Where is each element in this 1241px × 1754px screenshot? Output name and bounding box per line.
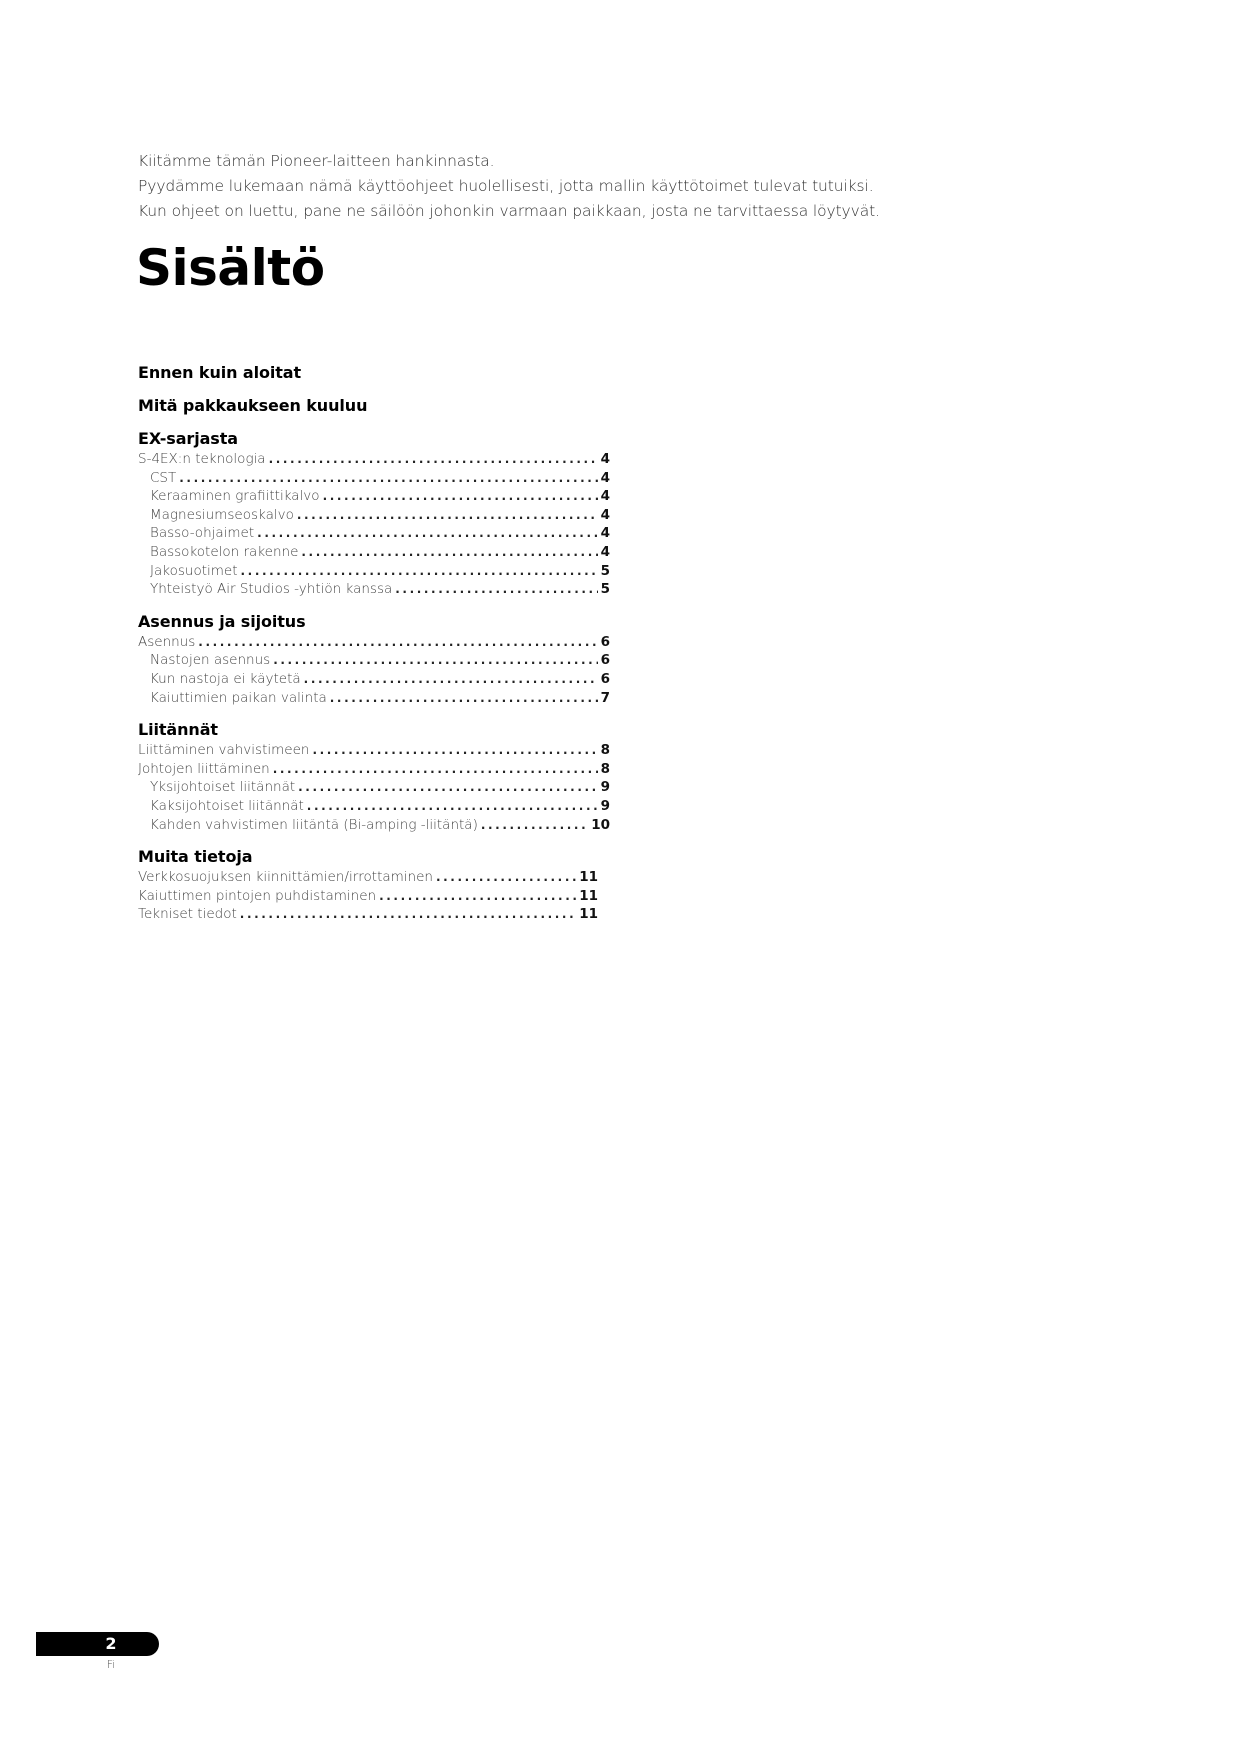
toc-entry-page: 4 [600, 525, 610, 542]
toc-entry-label: Kaiuttimien paikan valinta [150, 689, 327, 706]
table-of-contents [138, 362, 610, 924]
toc-entry-page: 6 [600, 670, 610, 687]
toc-entry[interactable] [138, 741, 610, 760]
toc-entry[interactable] [138, 580, 610, 599]
toc-entry[interactable] [138, 905, 598, 924]
toc-leader-dots [312, 741, 597, 760]
toc-leader-dots [198, 633, 597, 652]
toc-entry-list [138, 633, 610, 707]
toc-entry-page: 8 [600, 742, 610, 759]
toc-entry-page: 4 [600, 506, 610, 523]
toc-entry-label: S-4EX:n teknologia [138, 451, 266, 467]
toc-leader-dots [273, 651, 597, 670]
toc-entry[interactable] [138, 689, 610, 708]
toc-heading[interactable]: Mitä pakkaukseen kuuluu [138, 396, 368, 415]
toc-entry-label: Tekniset tiedot [138, 906, 237, 923]
toc-entry-page: 11 [579, 906, 598, 923]
toc-entry[interactable] [138, 633, 610, 652]
toc-entry[interactable] [138, 651, 610, 670]
toc-leader-dots [395, 580, 597, 599]
language-code: Fi [106, 1658, 116, 1671]
toc-section-before-start [138, 362, 610, 384]
page-title: Sisältö [136, 239, 325, 297]
toc-entry-label: Yhteistyö Air Studios -yhtiön kanssa [150, 581, 393, 598]
toc-entry[interactable] [138, 670, 610, 689]
toc-leader-dots [241, 562, 598, 581]
toc-entry-label: Magnesiumseoskalvo [150, 506, 294, 523]
toc-entry-page: 11 [579, 887, 598, 904]
toc-entry-label: Asennus [138, 633, 196, 650]
page-number: 2 [105, 1634, 117, 1653]
toc-leader-dots [269, 450, 598, 469]
toc-entry-label: Basso-ohjaimet [150, 525, 255, 542]
toc-leader-dots [298, 778, 597, 797]
toc-entry-label: Verkkosuojuksen kiinnittämien/irrottaminen [138, 869, 433, 886]
toc-entry-label: Kun nastoja ei käytetä [150, 670, 301, 687]
toc-entry[interactable] [138, 469, 610, 488]
toc-entry-label: Kahden vahvistimen liitäntä (Bi-amping -liitäntä) [150, 816, 478, 833]
toc-leader-dots [179, 469, 597, 488]
toc-entry[interactable] [138, 816, 610, 835]
toc-section-installation [138, 611, 610, 707]
toc-entry[interactable] [138, 778, 610, 797]
toc-entry-list [138, 868, 598, 924]
toc-entry[interactable] [138, 543, 610, 562]
toc-entry-page: 5 [600, 581, 610, 598]
toc-leader-dots [297, 506, 598, 525]
toc-entry-label: Kaiuttimen pintojen puhdistaminen [138, 887, 377, 904]
toc-entry-label: Johtojen liittäminen [138, 760, 270, 777]
toc-entry[interactable] [138, 524, 610, 543]
toc-leader-dots [301, 543, 597, 562]
toc-entry-page: 4 [600, 488, 610, 505]
toc-entry-page: 9 [600, 779, 610, 796]
toc-entry[interactable] [138, 868, 598, 887]
toc-entry-page: 8 [600, 760, 610, 777]
toc-entry-page: 4 [600, 543, 610, 560]
toc-section-connections [138, 719, 610, 834]
toc-entry-label: Liittäminen vahvistimeen [138, 742, 310, 759]
toc-entry-label: Bassokotelon rakenne [150, 543, 299, 560]
toc-entry[interactable] [138, 487, 610, 506]
toc-entry[interactable] [138, 562, 610, 581]
toc-heading[interactable]: Muita tietoja [138, 847, 253, 867]
toc-entry-page: 4 [600, 469, 610, 486]
toc-entry-page: 6 [600, 633, 610, 650]
toc-entry-list [138, 741, 610, 834]
toc-entry-label: Keraaminen grafiittikalvo [150, 488, 320, 505]
toc-leader-dots [379, 887, 576, 906]
toc-entry[interactable] [138, 887, 598, 906]
toc-section-package-contents [138, 395, 610, 417]
intro-line: Pyydämme lukemaan nämä käyttöohjeet huolellisesti, jotta mallin käyttötoimet tulevat tutuiksi. [138, 177, 874, 195]
toc-section-ex-series [138, 428, 610, 599]
toc-leader-dots [240, 905, 576, 924]
toc-entry-label: Jakosuotimet [150, 562, 238, 579]
toc-entry-page: 6 [600, 652, 610, 669]
toc-leader-dots [273, 760, 598, 779]
toc-entry[interactable] [138, 760, 610, 779]
toc-heading[interactable]: Ennen kuin aloitat [138, 363, 302, 382]
toc-leader-dots [436, 868, 576, 887]
toc-entry-page: 9 [600, 797, 610, 814]
toc-entry-page: 11 [579, 869, 598, 886]
toc-entry[interactable] [138, 797, 610, 816]
toc-heading[interactable]: Liitännät [138, 720, 218, 740]
toc-entry-label: Yksijohtoiset liitännät [150, 779, 296, 796]
toc-entry-label: CST [150, 469, 177, 486]
toc-entry-list [138, 450, 610, 599]
toc-entry-page: 7 [600, 689, 610, 706]
toc-entry-page: 5 [600, 562, 610, 579]
toc-leader-dots [307, 797, 598, 816]
toc-entry[interactable] [138, 506, 610, 525]
toc-entry-page: 4 [600, 451, 610, 467]
toc-leader-dots [330, 689, 598, 708]
toc-section-other-info [138, 846, 598, 924]
toc-leader-dots [481, 816, 588, 835]
toc-entry[interactable] [138, 450, 610, 469]
toc-entry-label: Nastojen asennus [150, 652, 271, 669]
intro-line: Kun ohjeet on luettu, pane ne säilöön johonkin varmaan paikkaan, josta ne tarvittaessa löytyvät. [138, 202, 880, 220]
toc-heading[interactable]: Asennus ja sijoitus [138, 611, 306, 631]
toc-leader-dots [323, 487, 598, 506]
toc-entry-label: Kaksijohtoiset liitännät [150, 797, 304, 814]
toc-leader-dots [304, 670, 598, 689]
intro-line: Kiitämme tämän Pioneer-laitteen hankinnasta. [138, 152, 495, 170]
toc-heading[interactable]: EX-sarjasta [138, 429, 238, 448]
toc-leader-dots [257, 524, 597, 543]
toc-entry-page: 10 [591, 816, 610, 833]
intro-text [138, 149, 1038, 224]
